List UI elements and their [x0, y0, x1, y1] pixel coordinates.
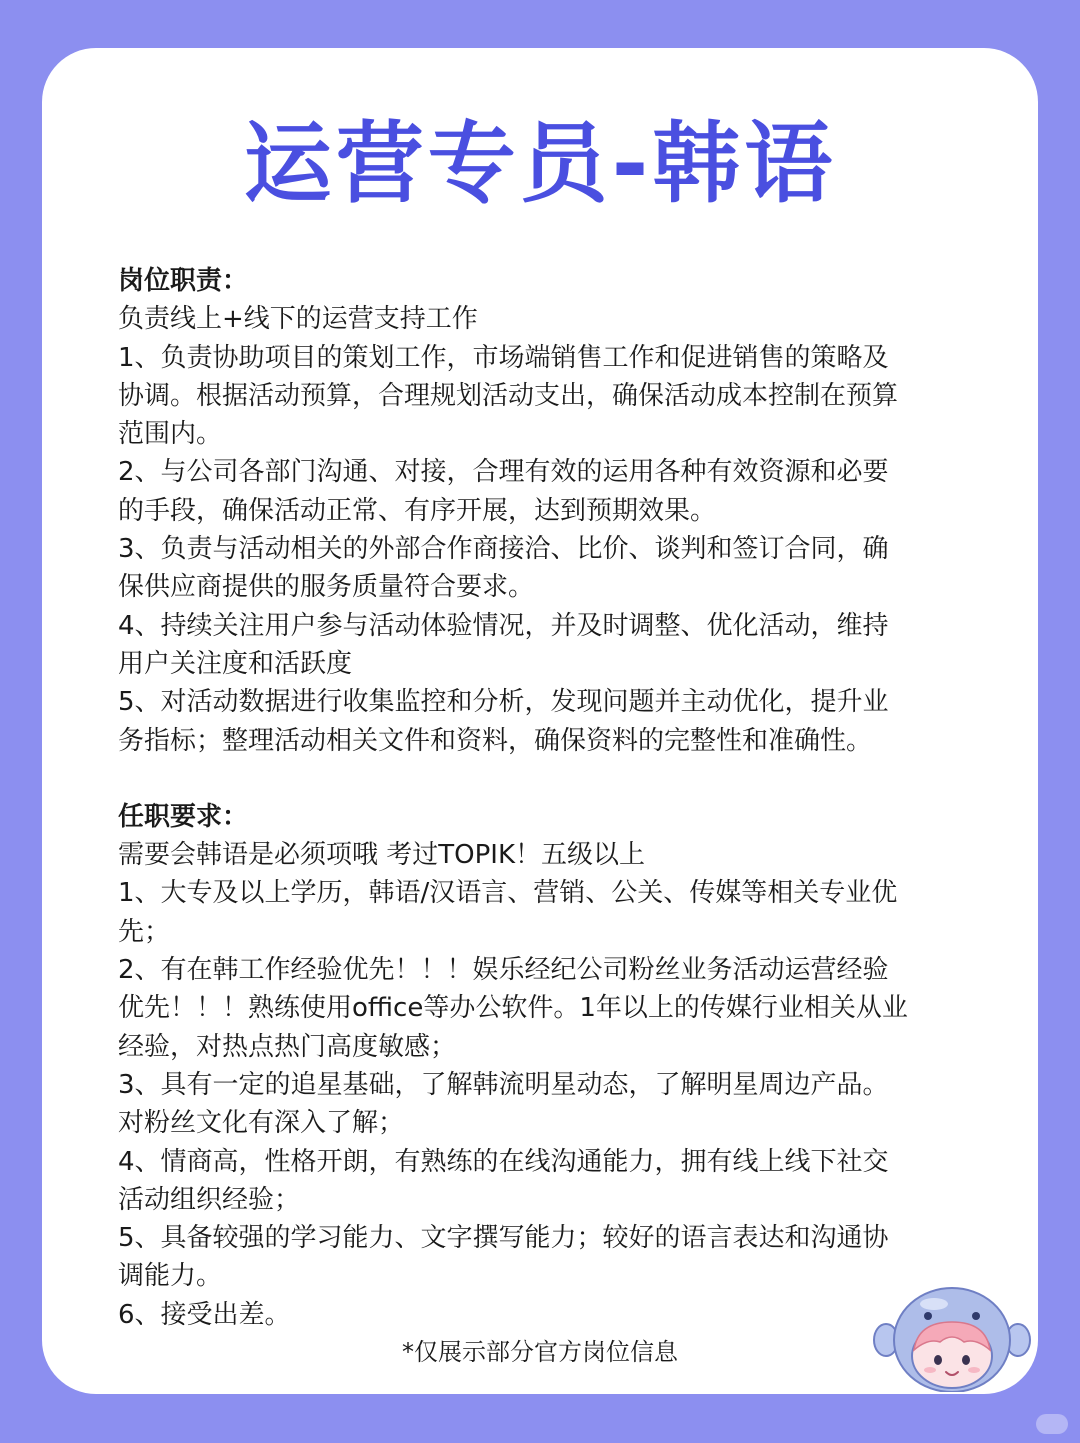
responsibility-line: 协调。根据活动预算，合理规划活动支出，确保活动成本控制在预算 [118, 380, 899, 411]
responsibility-line: 保供应商提供的服务质量符合要求。 [118, 572, 535, 603]
section-gap [118, 760, 978, 798]
responsibility-line: 负责线上+线下的运营支持工作 [118, 304, 478, 335]
job-description [118, 262, 978, 1334]
responsibilities-heading: 岗位职责： [118, 266, 249, 296]
requirement-line: 1、大专及以上学历，韩语/汉语言、营销、公关、传媒等相关专业优 [118, 878, 898, 909]
watermark [1036, 1414, 1068, 1434]
responsibility-line: 务指标；整理活动相关文件和资料，确保资料的完整性和准确性。 [118, 725, 873, 756]
responsibilities-list [118, 300, 978, 760]
requirement-line: 调能力。 [118, 1261, 223, 1292]
responsibility-line: 的手段，确保活动正常、有序开展，达到预期效果。 [118, 495, 717, 526]
responsibility-line: 范围内。 [118, 419, 223, 450]
requirement-line: 4、情商高，性格开朗，有熟练的在线沟通能力，拥有线上线下社交 [118, 1146, 889, 1177]
responsibility-line: 用户关注度和活跃度 [118, 648, 353, 679]
requirements-heading: 任职要求： [118, 801, 249, 832]
responsibility-line: 5、对活动数据进行收集监控和分析，发现问题并主动优化，提升业 [118, 687, 889, 718]
responsibility-line: 2、与公司各部门沟通、对接，合理有效的运用各种有效资源和必要 [118, 457, 889, 488]
requirement-line: 2、有在韩工作经验优先！！！娱乐经纪公司粉丝业务活动运营经验 [118, 955, 889, 986]
footnote: *仅展示部分官方岗位信息 [402, 1338, 678, 1366]
requirement-line: 经验，对热点热门高度敏感； [118, 1031, 457, 1062]
page-title: 运营专员-韩语 [243, 112, 837, 215]
requirement-line: 5、具备较强的学习能力、文字撰写能力；较好的语言表达和沟通协 [118, 1223, 889, 1254]
content-card [42, 48, 1038, 1394]
requirement-line: 对粉丝文化有深入了解； [118, 1108, 405, 1139]
responsibility-line: 4、持续关注用户参与活动体验情况，并及时调整、优化活动，维持 [118, 610, 889, 641]
requirement-line: 活动组织经验； [118, 1184, 301, 1215]
responsibility-line: 1、负责协助项目的策划工作，市场端销售工作和促进销售的策略及 [118, 342, 889, 373]
requirement-line: 需要会韩语是必须项哦 考过TOPIK！五级以上 [118, 840, 646, 871]
requirement-line: 优先！！！熟练使用office等办公软件。1年以上的传媒行业相关从业 [118, 993, 908, 1024]
requirement-line: 先； [118, 916, 171, 947]
responsibility-line: 3、负责与活动相关的外部合作商接洽、比价、谈判和签订合同，确 [118, 534, 889, 565]
requirement-line: 6、接受出差。 [118, 1299, 291, 1330]
requirement-line: 3、具有一定的追星基础，了解韩流明星动态，了解明星周边产品。 [118, 1069, 889, 1100]
requirements-list [118, 836, 978, 1334]
mascot-icon [872, 1282, 1032, 1392]
